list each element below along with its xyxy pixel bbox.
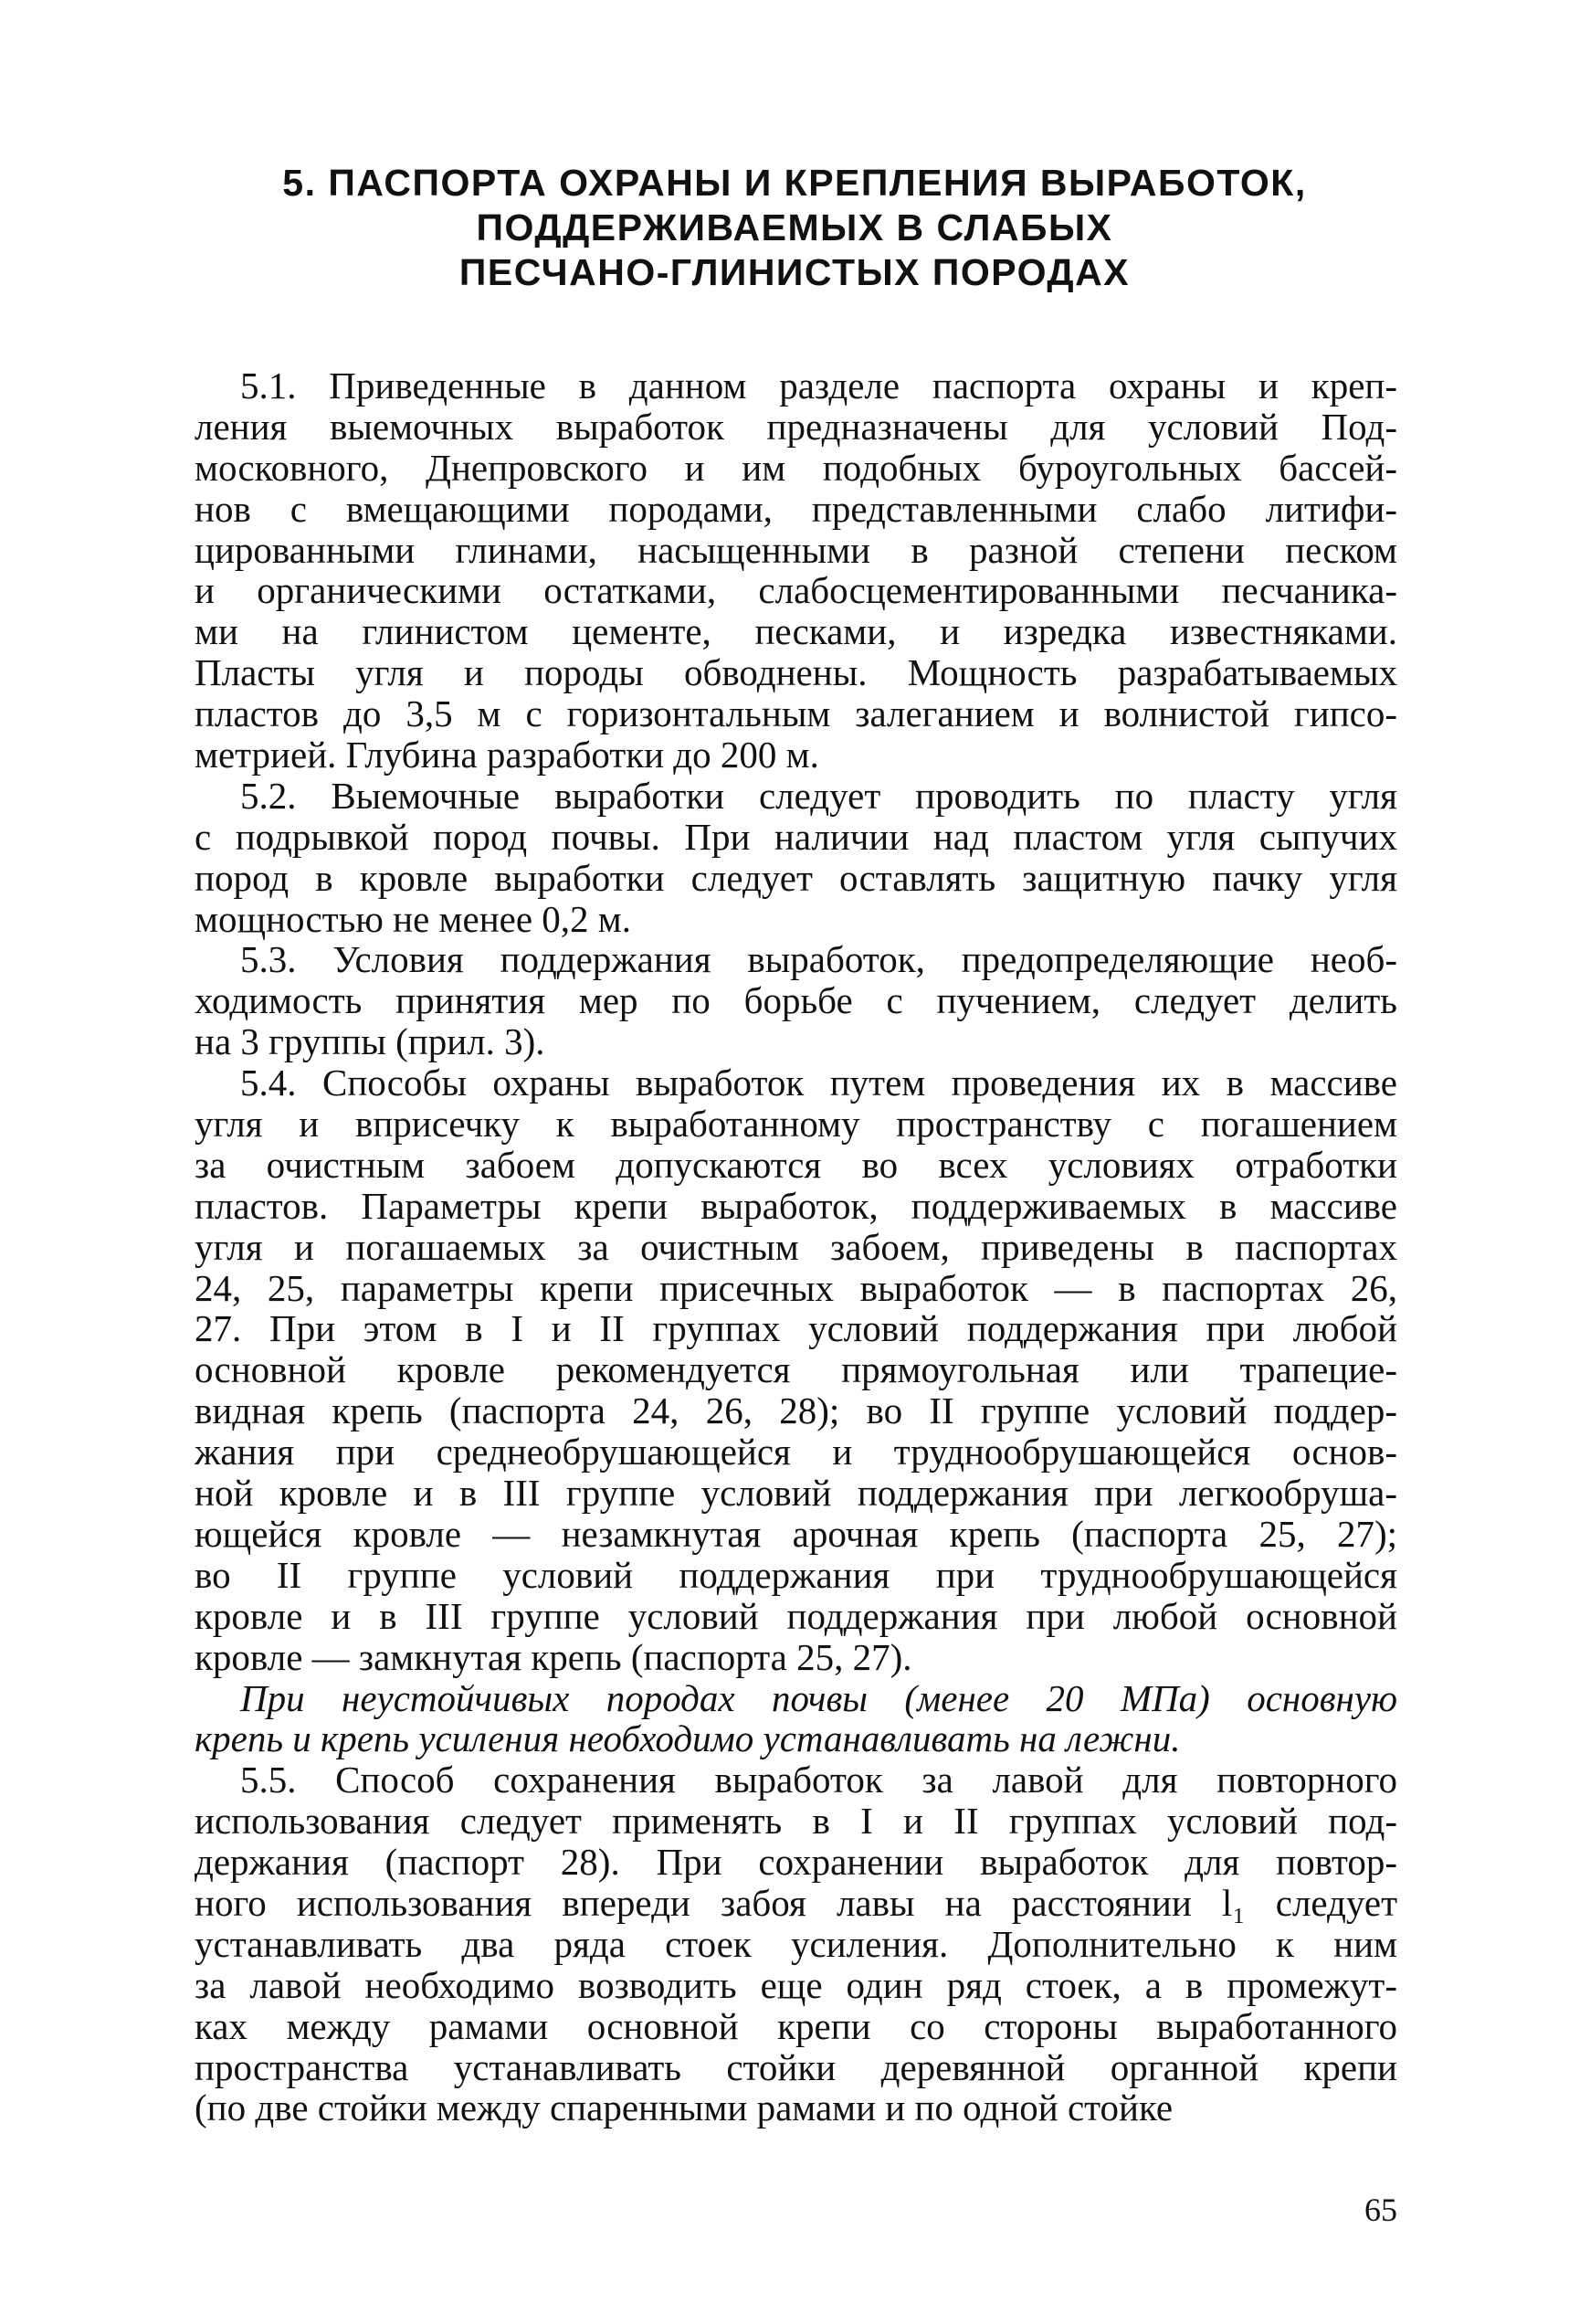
text-line: 5.5. Способ сохранения выработок за лавой для повторного	[240, 1759, 1397, 1801]
text-line: ми на глинистом цементе, песками, и изредка известняками.	[195, 610, 1397, 653]
text-line: на 3 группы (прил. 3).	[195, 1020, 545, 1063]
text-line: ления выемочных выработок предназначены для условий Под-	[195, 405, 1397, 448]
text-line: кровле и в III группе условий поддержания при любой основной	[195, 1594, 1397, 1637]
text-line: московного, Днепровского и им подобных буроугольных бассей-	[195, 446, 1397, 489]
text-line: 24, 25, параметры крепи присечных выработок — в паспортах 26,	[195, 1266, 1397, 1309]
page-number: 65	[1364, 2192, 1397, 2228]
text-line: ющейся кровле — незамкнутая арочная крепь (паспорта 25, 27);	[195, 1512, 1397, 1555]
text-line: крепь и крепь усиления необходимо устанавливать на лежни.	[195, 1717, 1181, 1760]
text-line: видная крепь (паспорта 24, 26, 28); во II группе условий поддер-	[195, 1389, 1397, 1432]
text-line: 5.1. Приведенные в данном разделе паспорта охраны и креп-	[240, 364, 1397, 407]
heading-line: ПЕСЧАНО-ГЛИНИСТЫХ ПОРОДАХ	[458, 251, 1131, 293]
text-line: ходимость принятия мер по борьбе с пучением, следует делить	[195, 979, 1397, 1022]
text-line: мощностью не менее 0,2 м.	[195, 897, 631, 940]
section-heading	[183, 161, 1406, 295]
text-line: пород в кровле выработки следует оставлять защитную пачку угля	[195, 856, 1397, 899]
text-line: и органическими остатками, слабосцементированными песчаника-	[195, 569, 1397, 612]
text-line: пространства устанавливать стойки деревянной органной крепи	[195, 2045, 1397, 2088]
text-line: ках между рамами основной крепи со стороны выработанного	[195, 2004, 1397, 2047]
text-line: Пласты угля и породы обводнены. Мощность разрабатываемых	[195, 651, 1397, 694]
text-line: ного использования впереди забоя лавы на расстоянии l₁ следует	[195, 1881, 1397, 1924]
text-line: 5.4. Способы охраны выработок путем проведения их в массиве	[240, 1062, 1397, 1104]
paragraph	[195, 776, 1397, 940]
text-line: жания при среднеобрушающейся и труднообрушающейся основ-	[195, 1431, 1397, 1474]
document-body	[195, 365, 1397, 2129]
text-line: 27. При этом в I и II группах условий поддержания при любой	[195, 1307, 1397, 1350]
text-line: пластов. Параметры крепи выработок, поддерживаемых в массиве	[195, 1184, 1397, 1227]
text-line: При неустойчивых породах почвы (менее 20 МПа) основную	[240, 1676, 1397, 1719]
heading-line: ПОДДЕРЖИВАЕМЫХ В СЛАБЫХ	[476, 206, 1113, 248]
paragraph	[195, 939, 1397, 1062]
text-line: цированными глинами, насыщенными в разной степени песком	[195, 528, 1397, 571]
paragraph	[195, 365, 1397, 776]
text-line: за очистным забоем допускаются во всех условиях отработки	[195, 1143, 1397, 1186]
text-line: пластов до 3,5 м с горизонтальным залеганием и волнистой гипсо-	[195, 692, 1397, 735]
text-line: метрией. Глубина разработки до 200 м.	[195, 734, 819, 776]
text-line: (по две стойки между спаренными рамами и по одной стойке	[195, 2086, 1174, 2129]
text-line: использования следует применять в I и II группах условий под-	[195, 1800, 1397, 1843]
text-line: угля и вприсечку к выработанному пространству с погашением	[195, 1103, 1397, 1146]
text-line: основной кровле рекомендуется прямоугольная или трапецие-	[195, 1348, 1397, 1391]
text-line: устанавливать два ряда стоек усиления. Дополнительно к ним	[195, 1922, 1397, 1965]
paragraph	[195, 1759, 1397, 2129]
text-line: 5.3. Условия поддержания выработок, предопределяющие необ-	[240, 938, 1397, 981]
paragraph	[195, 1062, 1397, 1677]
text-line: угля и погашаемых за очистным забоем, приведены в паспортах	[195, 1225, 1397, 1268]
text-line: нов с вмещающими породами, представленными слабо литифи-	[195, 487, 1397, 530]
text-line: с подрывкой пород почвы. При наличии над пластом угля сыпучих	[195, 815, 1397, 858]
text-line: кровле — замкнутая крепь (паспорта 25, 27).	[195, 1635, 912, 1678]
text-line: во II группе условий поддержания при труднообрушающейся	[195, 1553, 1397, 1596]
heading-line: 5. ПАСПОРТА ОХРАНЫ И КРЕПЛЕНИЯ ВЫРАБОТОК,	[282, 162, 1307, 204]
text-line: держания (паспорт 28). При сохранении выработок для повтор-	[195, 1841, 1397, 1884]
italic-paragraph	[195, 1678, 1397, 1760]
text-line: ной кровле и в III группе условий поддержания при легкообруша-	[195, 1472, 1397, 1515]
text-line: за лавой необходимо возводить еще один ряд стоек, а в промежут-	[195, 1963, 1397, 2006]
text-line: 5.2. Выемочные выработки следует проводить по пласту угля	[240, 774, 1397, 817]
